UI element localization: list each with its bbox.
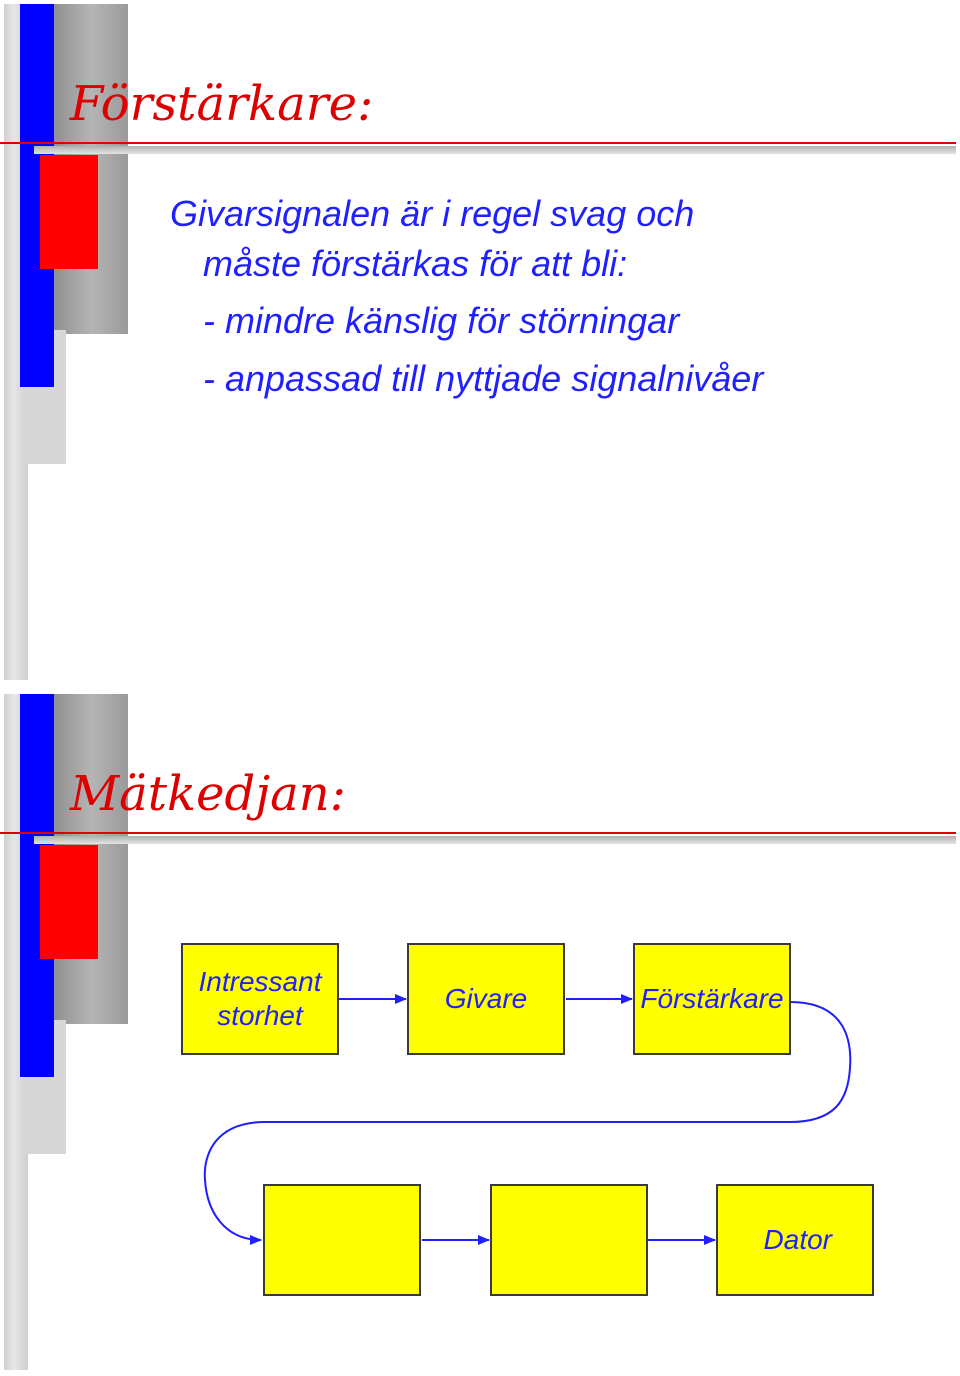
title-rule bbox=[0, 142, 956, 144]
red-bar bbox=[40, 155, 98, 269]
box-dator: Dator bbox=[716, 1184, 874, 1296]
slide-title: Mätkedjan: bbox=[70, 766, 346, 822]
box-givare: Givare bbox=[407, 943, 565, 1055]
box-empty-2 bbox=[490, 1184, 648, 1296]
body-line-4: - anpassad till nyttjade signalnivåer bbox=[203, 358, 764, 399]
body-line-2: måste förstärkas för att bli: bbox=[203, 243, 628, 284]
body-line-3: - mindre känslig för störningar bbox=[203, 300, 680, 341]
slide-forstarkare bbox=[0, 0, 960, 686]
box-forstarkare: Förstärkare bbox=[633, 943, 791, 1055]
box-empty-1 bbox=[263, 1184, 421, 1296]
slide-title: Förstärkare: bbox=[70, 76, 374, 132]
box-intressant-storhet: Intressant storhet bbox=[181, 943, 339, 1055]
body-line-1: Givarsignalen är i regel svag och bbox=[170, 193, 695, 234]
slide-matkedjan bbox=[0, 690, 960, 1376]
title-rule-shadow bbox=[34, 146, 956, 154]
